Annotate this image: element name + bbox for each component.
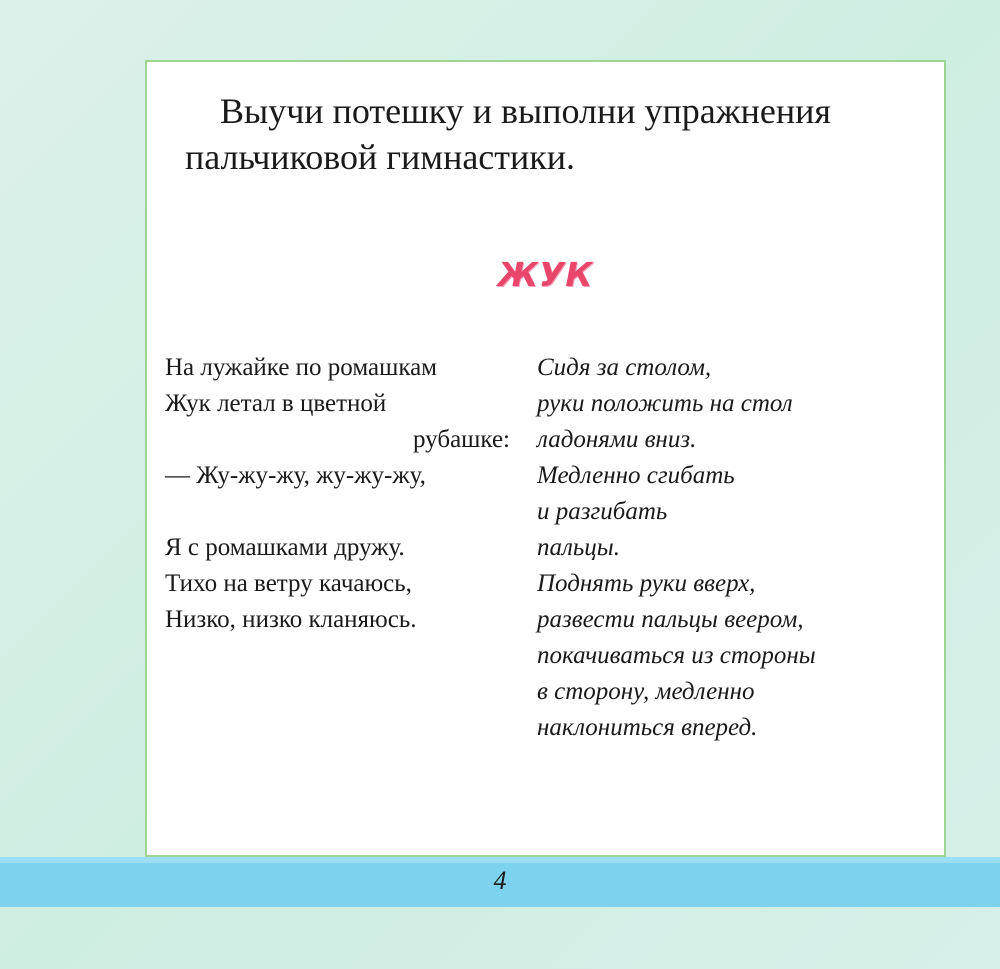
poem-line: рубашке: bbox=[413, 426, 510, 453]
poem-line: На лужайке по ромашкам bbox=[165, 354, 437, 381]
instruction-line: и разгибать bbox=[537, 498, 668, 525]
exercise-instructions bbox=[537, 350, 927, 746]
poem-title: ЖУК bbox=[497, 255, 594, 294]
poem-line: — Жу-жу-жу, жу-жу-жу, bbox=[165, 462, 426, 489]
instruction-line: пальцы. bbox=[537, 534, 620, 561]
instruction-line: Сидя за столом, bbox=[537, 354, 712, 381]
instruction-line: Поднять руки вверх, bbox=[537, 570, 756, 597]
instruction-line: покачиваться из стороны bbox=[537, 642, 816, 669]
poem-line: Низко, низко кланяюсь. bbox=[165, 606, 417, 633]
instruction-line: Медленно сгибать bbox=[537, 462, 735, 489]
poem-line: Жук летал в цветной bbox=[165, 390, 387, 417]
poem-line: Тихо на ветру качаюсь, bbox=[165, 570, 412, 597]
poem-text bbox=[165, 350, 510, 638]
instruction-line: развести пальцы веером, bbox=[537, 606, 804, 633]
poem-line: Я с ромашками дружу. bbox=[165, 534, 405, 561]
instruction-line: руки положить на стол bbox=[537, 390, 793, 417]
instruction-line: ладонями вниз. bbox=[537, 426, 697, 453]
page-number: 4 bbox=[493, 866, 507, 895]
instruction-line: наклониться вперед. bbox=[537, 714, 758, 741]
intro-text: Выучи потешку и выполни упражнения пальчиковой гимнастики. bbox=[185, 91, 831, 177]
instruction-line: в сторону, медленно bbox=[537, 678, 755, 705]
